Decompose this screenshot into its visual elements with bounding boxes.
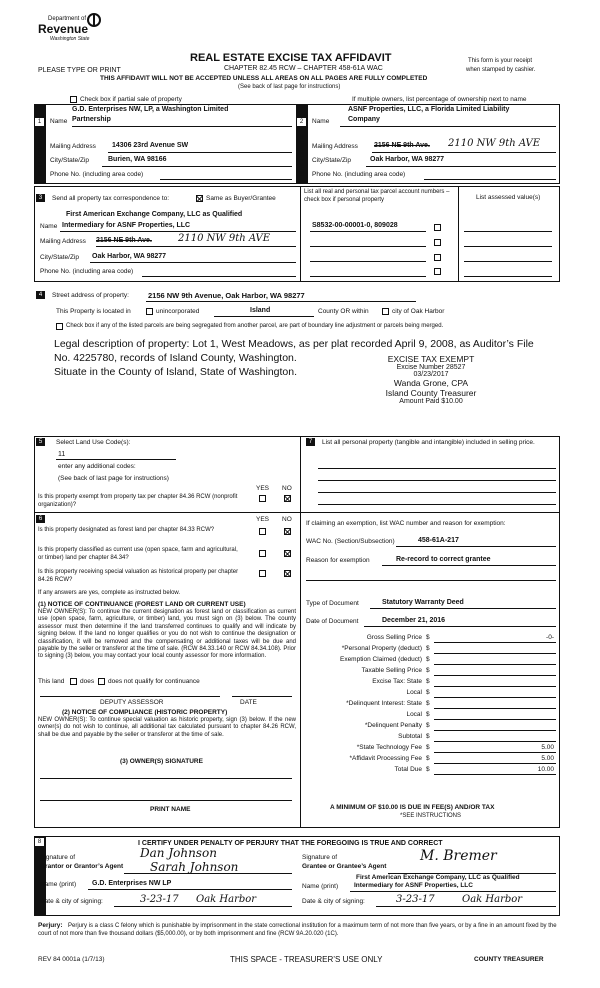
tax-table	[306, 634, 560, 784]
buyer-phone-label: Phone No. (including area code)	[312, 171, 406, 178]
corr-name-line1: First American Exchange Company, LLC as Qualified	[66, 211, 243, 218]
land-use-see-back: (See back of last page for instructions)	[58, 475, 169, 482]
legal-line-2: No. 4225780, records of Island County, Washington.	[54, 352, 297, 364]
tax-row-0-label: Gross Selling Price	[366, 634, 422, 641]
tax-row-1-label: *Personal Property (deduct)	[341, 645, 422, 652]
historic-question: Is this property receiving special valuation as historical property per chapter 84.26 RCW?	[38, 569, 239, 583]
stamp-line2: Excise Number 28527	[396, 364, 466, 371]
grantor-date: 3-23-17	[140, 894, 179, 905]
grantor-name-label: Name (print)	[40, 881, 77, 888]
s6-no: NO	[282, 516, 292, 523]
if-yes-note: If any answers are yes, complete as instructed below.	[38, 590, 181, 596]
grantee-name-line2: Intermediary for ASNF Properties, LLC	[354, 882, 473, 889]
multiple-owners-note: If multiple owners, list percentage of ownership next to name	[352, 96, 527, 103]
stamp-line1: EXCISE TAX EXEMPT	[387, 354, 475, 364]
tax-row-10-label: *State Technology Fee	[356, 744, 422, 751]
seller-mail-label: Mailing Address	[50, 143, 96, 150]
logo-state: Washington State	[50, 36, 90, 42]
certify-statement: I CERTIFY UNDER PENALTY OF PERJURY THAT THE FOREGOING IS TRUE AND CORRECT	[138, 840, 443, 847]
buyer-city: Oak Harbor, WA 98277	[370, 156, 445, 163]
buyer-city-label: City/State/Zip	[312, 157, 352, 164]
corr-city: Oak Harbor, WA 98277	[92, 253, 167, 260]
unincorporated-checkbox[interactable]	[146, 308, 153, 315]
parcel-1: S8532-00-00001-0, 809028	[312, 222, 398, 229]
form-title: REAL ESTATE EXCISE TAX AFFIDAVIT	[190, 52, 392, 64]
section-2-badge: 2	[297, 118, 306, 126]
doc-date-label: Date of Document	[306, 618, 359, 625]
seller-phone-label: Phone No. (including area code)	[50, 171, 144, 178]
forest-no-checkbox[interactable]	[284, 528, 291, 535]
same-as-buyer-checkbox[interactable]	[196, 195, 203, 202]
tax-row-11-label: *Affidavit Processing Fee	[349, 755, 422, 762]
tax-row-5-dollar: $	[426, 689, 430, 696]
county-treasurer: COUNTY TREASURER	[474, 956, 544, 963]
city-of-label: city of Oak Harbor	[392, 308, 445, 315]
tax-row-7-dollar: $	[426, 711, 430, 718]
parcel-3-personal-checkbox[interactable]	[434, 254, 441, 261]
corr-name-line2: Intermediary for ASNF Properties, LLC	[62, 222, 191, 229]
perjury-label: Perjury:	[38, 922, 63, 929]
doc-date: December 21, 2016	[382, 617, 446, 624]
forest-question: Is this property designated as forest land per chapter 84.33 RCW?	[38, 527, 215, 533]
grantor-name: G.D. Enterprises NW LP	[92, 880, 172, 887]
partial-sale-checkbox[interactable]	[70, 96, 77, 103]
corr-phone-label: Phone No. (including area code)	[40, 268, 134, 275]
tax-row-8-label: *Delinquent Penalty	[364, 722, 422, 729]
grantor-date-label: Date & city of signing:	[40, 898, 103, 905]
parcel-1-personal-checkbox[interactable]	[434, 224, 441, 231]
tax-row-3-dollar: $	[426, 667, 430, 674]
buyer-name-line1: ASNF Properties, LLC, a Florida Limited Liability	[348, 106, 510, 113]
section-8-badge: 8	[35, 838, 44, 846]
located-label: This Property is located in	[56, 308, 131, 315]
tax-row-12-label: Total Due	[394, 766, 422, 773]
segregated-label: Check box if any of the listed parcels are being segregated from another parcel, are part of boundary line adjustment or parcels being merged.	[66, 323, 444, 329]
grantor-city: Oak Harbor	[196, 894, 257, 905]
street-address: 2156 NW 9th Avenue, Oak Harbor, WA 98277	[148, 291, 305, 300]
buyer-mail-label: Mailing Address	[312, 143, 358, 150]
stamp-line4: Wanda Grone, CPA	[393, 378, 469, 388]
wac-prompt: If claiming an exemption, list WAC number and reason for exemption:	[306, 520, 506, 527]
treasurer-space: THIS SPACE - TREASURER’S USE ONLY	[230, 955, 383, 964]
grantee-city: Oak Harbor	[462, 894, 523, 905]
logo-swoosh-icon	[84, 12, 104, 28]
partial-sale-label: Check box if partial sale of property	[80, 96, 182, 103]
tax-row-12-value: 10.00	[537, 766, 554, 773]
tax-row-8-dollar: $	[426, 722, 430, 729]
street-label: Street address of property:	[52, 292, 129, 299]
parcels-header: List all real and personal tax parcel account numbers – check box if personal property	[304, 189, 450, 203]
seller-name-line2: Partnership	[72, 116, 111, 123]
historic-text: NEW OWNER(S): To continue special valuation as historic property, sign (3) below. If the new owner(s) do not wish to continue, all additional tax calculated pursuant to chapter 84.26 RCW, shall be due and payable by the seller or transferor at the time of sale.	[38, 717, 296, 738]
receipt-note-2: when stamped by cashier.	[466, 67, 536, 73]
county-name: Island	[250, 307, 271, 314]
exempt-yes-checkbox[interactable]	[259, 495, 266, 502]
forest-yes-checkbox[interactable]	[259, 528, 266, 535]
seller-city: Burien, WA 98166	[108, 156, 167, 163]
exempt-stamp	[356, 354, 506, 405]
grantee-sig-label-2: Grantee or Grantee’s Agent	[302, 863, 387, 870]
buyer-name-label: Name	[312, 118, 330, 125]
see-instructions: *SEE INSTRUCTIONS	[400, 813, 462, 819]
owner-signature: (3) OWNER(S) SIGNATURE	[120, 758, 203, 765]
tax-row-9-label: Subtotal	[398, 733, 422, 740]
tax-row-9-dollar: $	[426, 733, 430, 740]
tax-row-7-label: Local	[406, 711, 422, 718]
doc-type: Statutory Warranty Deed	[382, 599, 464, 606]
tax-row-11-value: 5.00	[541, 755, 554, 762]
tax-row-2-dollar: $	[426, 656, 430, 663]
stamp-line5: Island County Treasurer	[385, 388, 477, 398]
additional-codes: enter any additional codes:	[58, 463, 136, 470]
section-3-badge: 3	[36, 194, 45, 202]
tax-row-10-value: 5.00	[541, 744, 554, 751]
logo-dept: Department of	[48, 16, 87, 22]
tax-row-4-label: Excise Tax: State	[372, 678, 422, 685]
s6-yes: YES	[256, 516, 270, 523]
seller-grantor-label: SELLER GRANTOR	[38, 130, 44, 176]
historic-yes-checkbox[interactable]	[259, 570, 266, 577]
segregated-checkbox[interactable]	[56, 323, 63, 330]
s5-no: NO	[282, 485, 292, 492]
grantee-name-line1: First American Exchange Company, LLC as Qualified	[356, 874, 520, 881]
tax-row-12-dollar: $	[426, 766, 430, 773]
assessed-header: List assessed value(s)	[476, 194, 541, 201]
deputy-date: DATE	[240, 699, 257, 706]
continuance-text: NEW OWNER(S): To continue the current designation as forest land or classification as current use (open space, farm, agriculture, or timber) land, you must sign on (3) below. The county assessor must then determine if the land transferred continues to qualify and will indicate by signing below. If the land no longer qualifies or you do not wish to continue the designation or classification, it will be removed and the compensating or additional taxes will be due and payable by the seller or transferor at the time of sale. (RCW 84.33.140 or RCW 84.34.108). Prior to signing (3) below, you may contact your local county assessor for more information.	[38, 609, 296, 660]
land-use-label: Select Land Use Code(s):	[56, 439, 131, 446]
land-use-code: 11	[58, 451, 66, 458]
s5-yes: YES	[256, 485, 270, 492]
seller-name-line1: G.D. Enterprises NW, LP, a Washington Limited	[72, 106, 229, 113]
see-back: (See back of last page for instructions)	[238, 84, 341, 90]
current-use-question: Is this property classified as current use (open space, farm and agricultural, or timber) land per chapter 84.34?	[38, 547, 238, 561]
print-name: PRINT NAME	[150, 806, 191, 813]
parcel-4-personal-checkbox[interactable]	[434, 268, 441, 275]
legal-line-1: Legal description of property: Lot 1, West Meadows, as per plat recorded April 9, 2008, as Auditor’s File	[54, 338, 534, 350]
corr-name-label: Name	[40, 223, 58, 230]
section-7-badge: 7	[306, 438, 315, 446]
dor-logo	[38, 12, 108, 48]
tax-row-2-label: Exemption Claimed (deduct)	[339, 656, 422, 663]
current-use-yes-checkbox[interactable]	[259, 550, 266, 557]
reason-value: Re-record to correct grantee	[396, 556, 491, 563]
grantor-sig-label-2: Grantor or Grantor’s Agent	[40, 863, 124, 870]
corr-mail-label: Mailing Address	[40, 238, 86, 245]
tax-row-1-dollar: $	[426, 645, 430, 652]
form-number: REV 84 0001a (1/7/13)	[38, 956, 105, 963]
buyer-grantee-label: BUYER GRANTEE	[300, 133, 306, 176]
warning-text: THIS AFFIDAVIT WILL NOT BE ACCEPTED UNLESS ALL AREAS ON ALL PAGES ARE FULLY COMPLETED	[100, 75, 428, 82]
section-1-badge: 1	[35, 118, 44, 126]
tax-row-10-dollar: $	[426, 744, 430, 751]
does-not-checkbox[interactable]	[98, 678, 105, 685]
buyer-name-line2: Company	[348, 116, 380, 123]
tax-row-0-dollar: $	[426, 634, 430, 641]
section-5-badge: 5	[36, 438, 45, 446]
grantor-signature-1: Dan Johnson	[140, 846, 217, 860]
continuance-title: (1) NOTICE OF CONTINUANCE (FOREST LAND OR CURRENT USE)	[38, 601, 246, 608]
corr-mail-struck: 2156 NE 9th Ave.	[96, 237, 152, 244]
please-type: PLEASE TYPE OR PRINT	[38, 67, 121, 74]
seller-city-label: City/State/Zip	[50, 157, 90, 164]
logo-revenue: Revenue	[38, 22, 89, 36]
historic-title: (2) NOTICE OF COMPLIANCE (HISTORIC PROPERTY)	[62, 709, 228, 716]
tax-row-3-label: Taxable Selling Price	[361, 667, 422, 674]
section-4-badge: 4	[36, 291, 45, 299]
seller-name-label: Name	[50, 118, 68, 125]
buyer-mail-handwritten: 2110 NW 9th AVE	[448, 138, 541, 149]
this-land-label: This land	[38, 678, 65, 685]
grantee-date-label: Date & city of signing:	[302, 898, 365, 905]
historic-no-checkbox[interactable]	[284, 570, 291, 577]
grantee-date: 3-23-17	[396, 894, 435, 905]
deputy-assessor: DEPUTY ASSESSOR	[100, 699, 164, 706]
tax-row-0-value: -0-	[546, 634, 554, 641]
stamp-line6: Amount Paid $10.00	[399, 398, 463, 405]
doc-type-label: Type of Document	[306, 600, 359, 607]
form-chapters: CHAPTER 82.45 RCW – CHAPTER 458-61A WAC	[224, 65, 383, 72]
does-label: does	[80, 678, 95, 685]
section-6-badge: 6	[36, 515, 45, 523]
tax-row-6-dollar: $	[426, 700, 430, 707]
city-checkbox[interactable]	[382, 308, 389, 315]
receipt-note-1: This form is your receipt	[468, 58, 533, 64]
unincorporated-label: unincorporated	[156, 308, 200, 315]
grantee-sig-label-1: Signature of	[302, 854, 338, 861]
reason-label: Reason for exemption	[306, 557, 370, 564]
grantor-signature-2: Sarah Johnson	[150, 860, 239, 874]
personal-property-label: List all personal property (tangible and intangible) included in selling price.	[322, 439, 535, 446]
wac-label: WAC No. (Section/Subsection)	[306, 538, 395, 545]
corr-city-label: City/State/Zip	[40, 254, 80, 261]
exempt-no-checkbox[interactable]	[284, 495, 291, 502]
seller-mail: 14306 23rd Avenue SW	[112, 142, 189, 149]
county-or-within: County OR within	[318, 308, 369, 315]
buyer-mail-struck: 2156 NE 9th Ave.	[374, 142, 430, 149]
legal-line-3: Situate in the County of Island, State of Washington.	[54, 366, 298, 378]
does-checkbox[interactable]	[70, 678, 77, 685]
grantor-sig-label-1: Signature of	[40, 854, 76, 861]
corr-mail-handwritten: 2110 NW 9th AVE	[178, 233, 271, 244]
exempt-question: Is this property exempt from property tax per chapter 84.36 RCW (nonprofit organization)?	[38, 494, 238, 508]
current-use-no-checkbox[interactable]	[284, 550, 291, 557]
stamp-line3: 03/23/2017	[413, 371, 449, 378]
grantee-name-label: Name (print)	[302, 883, 339, 890]
parcel-2-personal-checkbox[interactable]	[434, 239, 441, 246]
send-label: Send all property tax correspondence to:	[52, 195, 170, 202]
wac-number: 458-61A-217	[418, 537, 459, 544]
tax-row-4-dollar: $	[426, 678, 430, 685]
tax-row-5-label: Local	[406, 689, 422, 696]
perjury-text: Perjury is a class C felony which is punishable by imprisonment in the state correctional institution for a maximum term of not more than five years, or by a fine in an amount fixed by the court of not more than five thousand dollars ($5,000.00), or by both imprisonment and fine (RCW 9A.20.020 (1C).	[38, 923, 557, 937]
grantee-signature: M. Bremer	[420, 848, 497, 864]
minimum-due: A MINIMUM OF $10.00 IS DUE IN FEE(S) AND/OR TAX	[330, 804, 495, 811]
tax-row-6-label: *Delinquent Interest: State	[346, 700, 422, 707]
tax-row-11-dollar: $	[426, 755, 430, 762]
same-as-buyer-label: Same as Buyer/Grantee	[206, 195, 276, 202]
does-not-label: does not qualify for continuance	[108, 678, 200, 685]
